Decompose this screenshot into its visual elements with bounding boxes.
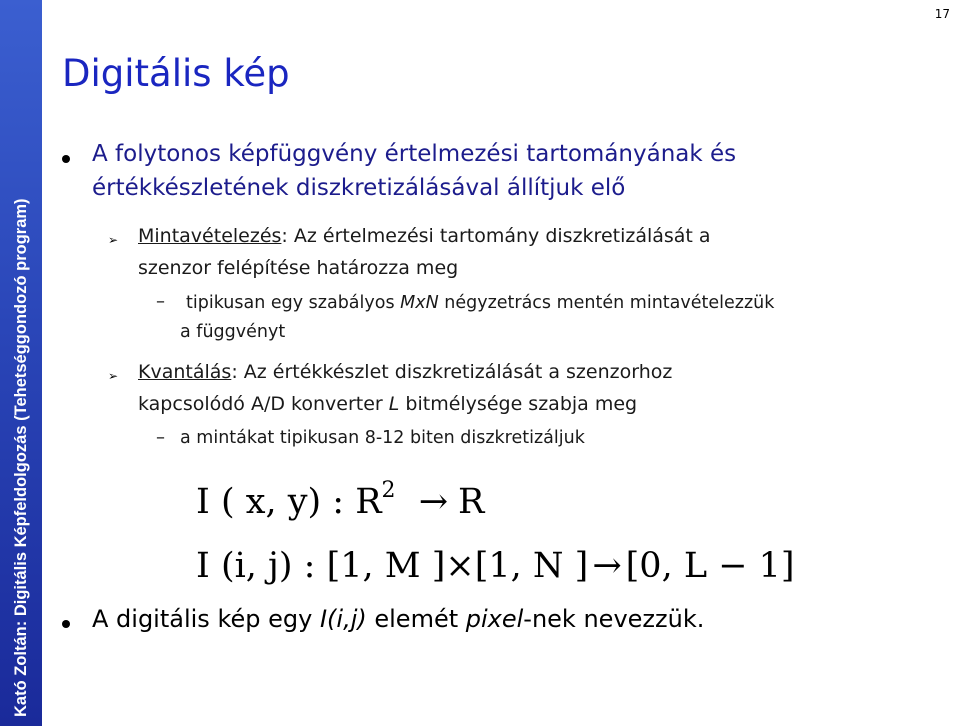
formula-1-rhs: R [458,482,485,522]
formula-1-lhs: I ( x, y) : R [196,482,382,522]
bullet-1-line-2: értékkészletének diszkretizálásával állítjuk elő [92,175,626,201]
sampling-detail-post: négyzetrács mentén mintavételezzük [438,293,775,313]
quantization-line-2-pre: kapcsolódó A/D konverter [138,393,389,415]
bullet-dot-icon [62,620,70,628]
quantization-detail: a mintákat tipikusan 8-12 biten diszkretizáljuk [180,428,585,448]
sub-bullet-sampling-line-2: szenzor felépítése határozza meg [138,257,459,279]
formula-2-lhs: I (i, j) : [1, M ] [196,546,446,586]
sampling-detail-line-2: a függvényt [180,322,286,342]
formula-1-exponent: 2 [381,478,396,503]
sampling-term: Mintavételezés [138,225,282,247]
slide-number: 17 [934,7,950,21]
bullet-3-post: -nek nevezzük. [523,605,705,633]
formula-2-arrow: → [592,546,622,586]
formula-1-arrow: → [418,482,449,522]
slide-title: Digitális kép [62,52,290,95]
sub-bullet-quantization-line-2 [138,393,637,415]
bullet-3-line [92,605,704,633]
sidebar-author-label: Kató Zoltán: Digitális Képfeldolgozás (Tehetséggondozó program) [12,198,30,717]
sidebar [0,0,42,726]
formula-continuous [196,478,484,522]
quantization-colon: : [231,361,238,383]
sub-bullet-quantization-line-1 [138,361,672,383]
formula-2-mid: [1, N ] [474,546,589,586]
bullet-3-iij: I(i,j) [319,605,367,633]
bullet-dot-icon [62,155,70,163]
dash-icon: – [156,291,165,312]
sampling-detail-mxn: MxN [400,293,439,313]
bullet-3-pixel: pixel [465,605,524,633]
bullet-1-line-1: A folytonos képfüggvény értelmezési tartományának és [92,141,737,167]
formula-2-times: × [445,546,475,586]
formula-2-rhs: [0, L − 1] [625,546,795,586]
sampling-colon: : [281,225,288,247]
sampling-detail-pre: tipikusan egy szabályos [186,293,401,313]
sub-bullet-sampling-line-1 [138,225,711,247]
bullet-3-mid: elemét [366,605,466,633]
quantization-line-1-rest: Az értékkészlet diszkretizálását a szenzorhoz [237,361,673,383]
arrowhead-right-icon: ➢ [108,233,119,247]
quantization-term: Kvantálás [138,361,232,383]
formula-discrete [196,546,795,586]
quantization-l: L [388,393,400,415]
dash-icon: – [156,427,165,448]
bullet-3-pre: A digitális kép egy [92,605,320,633]
arrowhead-right-icon: ➢ [108,369,119,383]
quantization-line-2-post: bitmélysége szabja meg [399,393,638,415]
sampling-line-1-rest: Az értelmezési tartomány diszkretizálását a [287,225,711,247]
sampling-detail-line-1 [186,293,774,313]
